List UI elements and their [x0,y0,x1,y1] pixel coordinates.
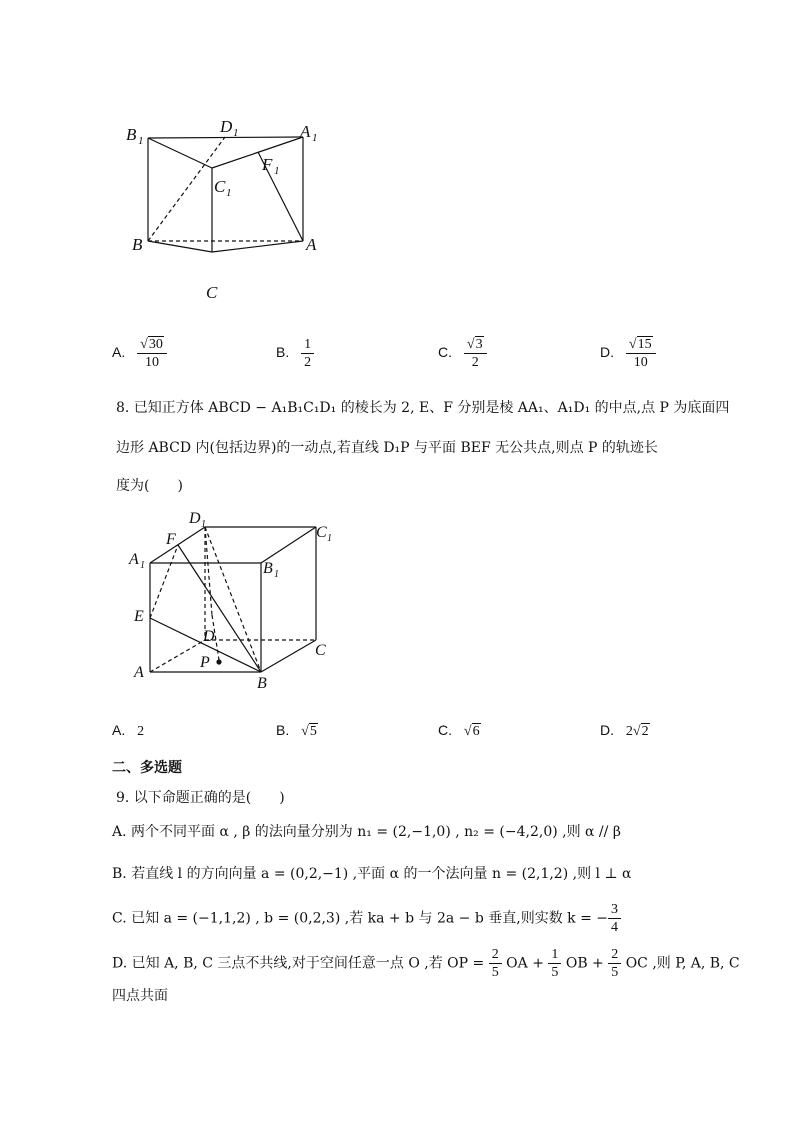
label-F: F [166,531,176,548]
q8-line-3: 度为( ) [116,478,183,494]
q7-option-c: C. $\frac{√3}{2}$ [438,336,487,371]
label-B: B [257,675,267,692]
label-F1: F [262,155,273,174]
q8-line-1: 8. 已知正方体 ABCD − A₁B₁C₁D₁ 的棱长为 2, E、F 分别是棱 AA₁、A₁D₁ 的中点,点 P 为底面四 [116,400,730,416]
svg-text:1: 1 [327,533,332,544]
svg-text:1: 1 [138,135,144,147]
section-title: 二、多选题 [112,759,182,775]
label-C: C [206,283,218,302]
q9-option-d: D. 已知 A, B, C 三点不共线,对于空间任意一点 O ,若 OP = $\frac{2}{5}$ OA + $\frac{1}{5}$ OB + $\frac{2}{5}$ OC ,则 P, A, B, C [112,947,740,980]
q8-option-b: B. √5 [276,722,317,739]
q8-option-d: D. 2√2 [600,722,649,739]
label-A: A [134,664,144,681]
label-A1: A [300,122,311,141]
q7-option-a: A. $\frac{√30}{10}$ [112,336,167,371]
label-C1: C [214,177,226,196]
q9-option-c: C. 已知 a = (−1,1,2) , b = (0,2,3) ,若 ka + b 与 2a − b 垂直,则实数 k = − $\frac{3}{4}$ [112,901,621,936]
label-C: C [315,642,326,659]
label-E: E [134,608,144,625]
label-D1: D [189,510,201,527]
svg-text:1: 1 [312,132,318,144]
q7-option-b: B. $\frac{1}{2}$ [276,336,314,371]
svg-text:1: 1 [274,165,280,177]
label-A: A [306,235,317,254]
q8-line-2: 边形 ABCD 内(包括边界)的一动点,若直线 D₁P 与平面 BEF 无公共点,则点 P 的轨迹长 [116,440,658,456]
label-P: P [200,654,210,671]
svg-text:1: 1 [233,127,239,139]
label-B1: B [126,125,137,144]
svg-text:1: 1 [274,569,279,580]
q7-option-d: D. $\frac{√15}{10}$ [600,336,656,371]
q9-stem: 9. 以下命题正确的是( ) [116,790,285,806]
q9-option-d-line2: 四点共面 [112,988,168,1004]
q8-option-a: A. 2 [112,722,145,739]
q8-option-c: C. √6 [438,722,480,739]
cube-figure [120,505,350,695]
label-C1: C [316,524,327,541]
svg-text:1: 1 [140,560,145,571]
label-B: B [132,235,143,254]
prism-figure [120,110,340,310]
svg-text:1: 1 [201,519,206,530]
label-B1: B [263,560,273,577]
q9-option-a: A. 两个不同平面 α , β 的法向量分别为 n₁ = (2,−1,0) , n₂ = (−4,2,0) ,则 α // β [112,824,621,840]
label-D1: D [220,117,233,136]
svg-text:1: 1 [226,187,232,199]
q9-option-b: B. 若直线 l 的方向向量 a = (0,2,−1) ,平面 α 的一个法向量 n = (2,1,2) ,则 l ⊥ α [112,866,632,882]
label-A1: A [129,551,139,568]
label-D: D [203,628,215,645]
